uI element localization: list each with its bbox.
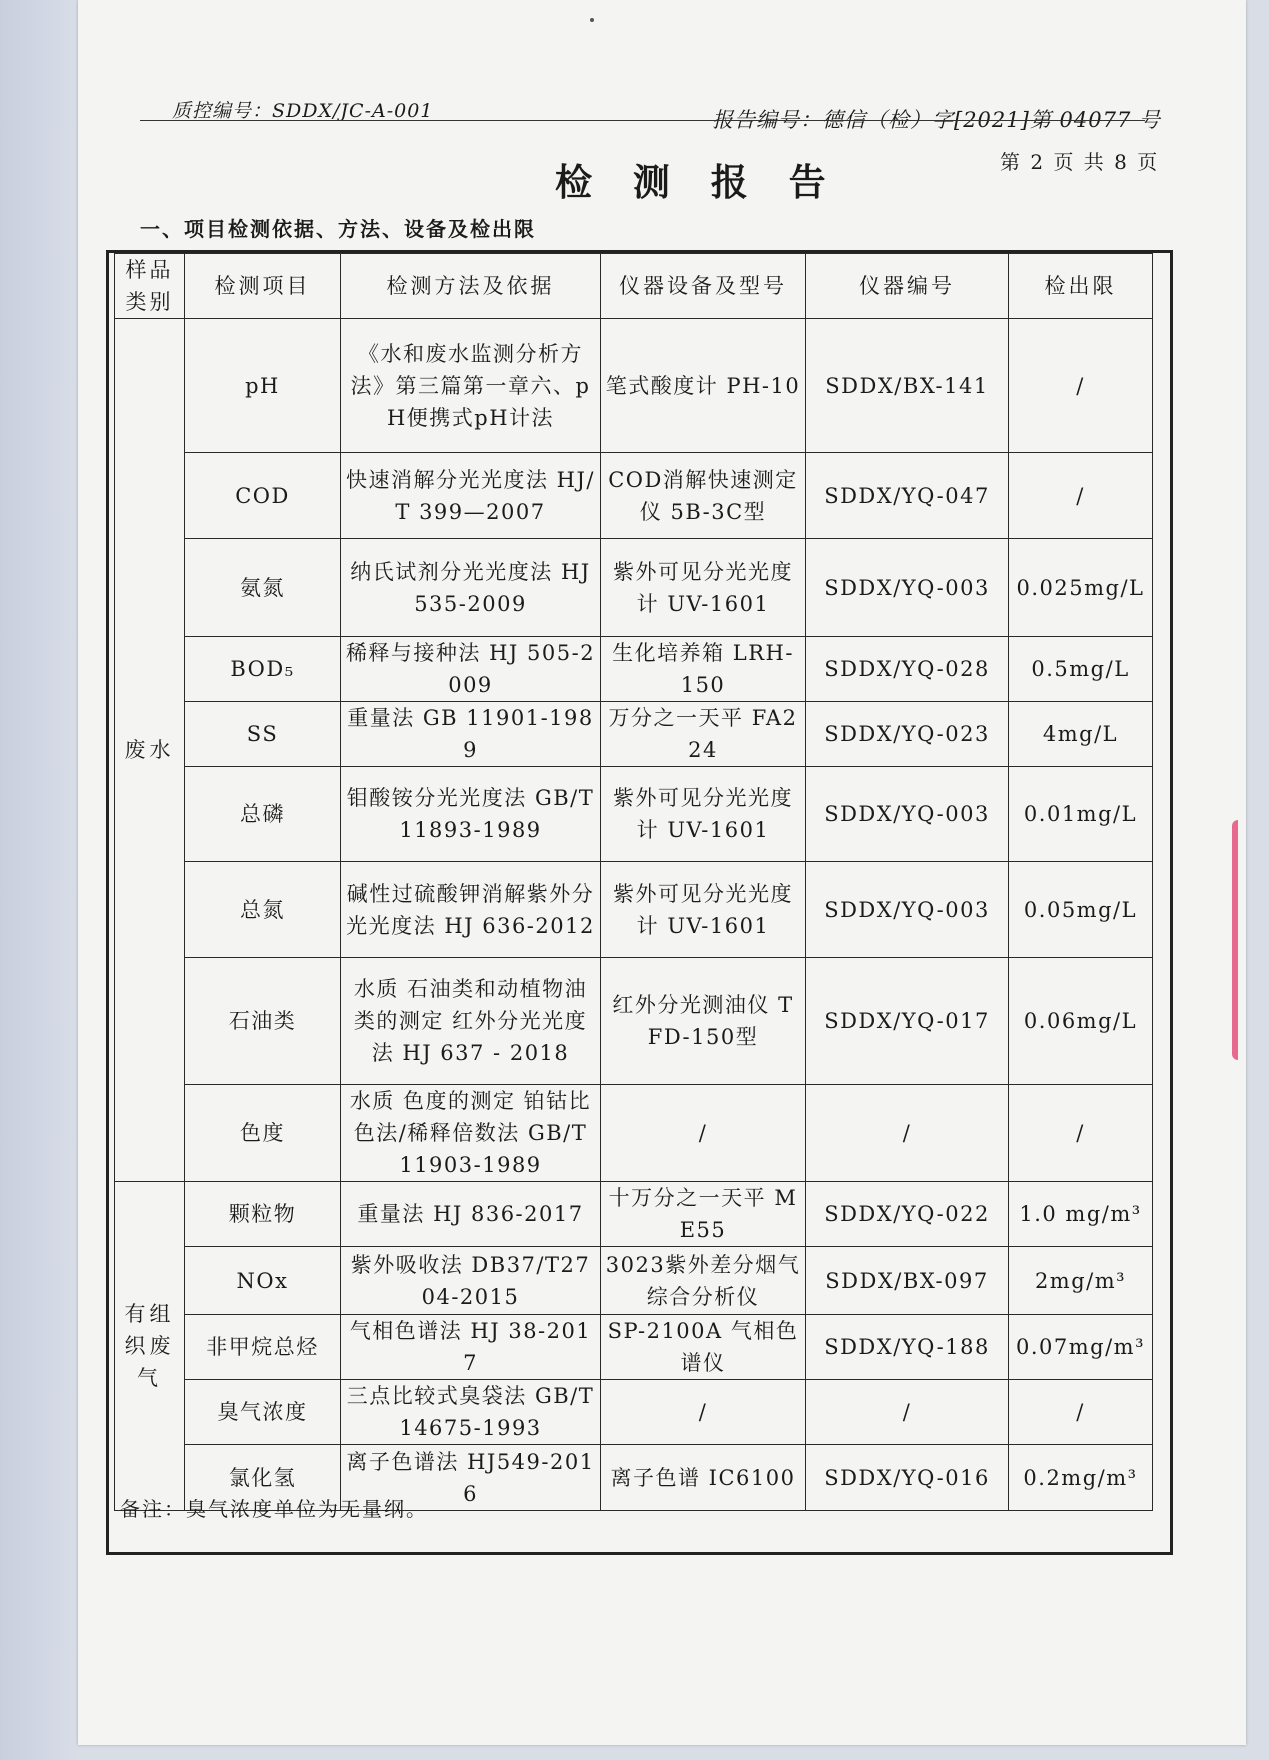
instrument-code: SDDX/BX-097 xyxy=(806,1247,1009,1315)
table-row xyxy=(115,767,1153,862)
table-row xyxy=(115,453,1153,539)
table-header-row xyxy=(115,254,1153,319)
detection-limit: / xyxy=(1009,1380,1153,1445)
page-number: 第 2 页 共 8 页 xyxy=(1000,150,1160,174)
header-divider xyxy=(140,120,1145,121)
test-item: 颗粒物 xyxy=(185,1182,341,1247)
instrument-code: SDDX/YQ-188 xyxy=(806,1315,1009,1380)
instrument-code: SDDX/YQ-023 xyxy=(806,702,1009,767)
table-row xyxy=(115,637,1153,702)
test-item: COD xyxy=(185,453,341,539)
test-method: 快速消解分光光度法 HJ/T 399—2007 xyxy=(341,453,601,539)
test-method: 紫外吸收法 DB37/T2704-2015 xyxy=(341,1247,601,1315)
test-method: 水质 石油类和动植物油类的测定 红外分光光度法 HJ 637 - 2018 xyxy=(341,958,601,1085)
table-row xyxy=(115,1182,1153,1247)
table-row xyxy=(115,958,1153,1085)
test-method: 水质 色度的测定 铂钴比色法/稀释倍数法 GB/T 11903-1989 xyxy=(341,1085,601,1182)
remark-note: 备注：臭气浓度单位为无量纲。 xyxy=(120,1497,428,1521)
table-row xyxy=(115,702,1153,767)
instrument-code: SDDX/YQ-016 xyxy=(806,1445,1009,1511)
report-number: 报告编号：德信（检）字[2021]第 04077 号 xyxy=(712,108,1161,132)
detection-limit: 0.5mg/L xyxy=(1009,637,1153,702)
instrument: / xyxy=(601,1085,806,1182)
sample-category: 有组织废气 xyxy=(115,1182,185,1511)
seal-stamp-edge xyxy=(1232,820,1269,1060)
instrument-code: / xyxy=(806,1380,1009,1445)
detection-limit: 0.025mg/L xyxy=(1009,539,1153,637)
header-cell: 仪器编号 xyxy=(806,254,1009,319)
table-row xyxy=(115,1315,1153,1380)
table-row xyxy=(115,539,1153,637)
section-title: 一、项目检测依据、方法、设备及检出限 xyxy=(140,217,536,241)
test-method: 稀释与接种法 HJ 505-2009 xyxy=(341,637,601,702)
method-table xyxy=(114,253,1153,1511)
instrument: / xyxy=(601,1380,806,1445)
instrument-code: SDDX/YQ-003 xyxy=(806,539,1009,637)
detection-limit: / xyxy=(1009,453,1153,539)
document-title: 检 测 报 告 xyxy=(555,160,840,204)
detection-limit: / xyxy=(1009,1085,1153,1182)
instrument: 十万分之一天平 ME55 xyxy=(601,1182,806,1247)
instrument: 生化培养箱 LRH-150 xyxy=(601,637,806,702)
instrument-code: SDDX/YQ-028 xyxy=(806,637,1009,702)
table-row xyxy=(115,1085,1153,1182)
test-item: 臭气浓度 xyxy=(185,1380,341,1445)
detection-limit: 0.01mg/L xyxy=(1009,767,1153,862)
instrument: 3023紫外差分烟气综合分析仪 xyxy=(601,1247,806,1315)
test-method: 重量法 GB 11901-1989 xyxy=(341,702,601,767)
instrument: 紫外可见分光光度计 UV-1601 xyxy=(601,862,806,958)
test-item: BOD₅ xyxy=(185,637,341,702)
instrument-code: SDDX/YQ-003 xyxy=(806,862,1009,958)
test-method: 三点比较式臭袋法 GB/T 14675-1993 xyxy=(341,1380,601,1445)
test-item: SS xyxy=(185,702,341,767)
detection-limit: 0.2mg/m³ xyxy=(1009,1445,1153,1511)
header-cell: 样品类别 xyxy=(115,254,185,319)
instrument: 紫外可见分光光度计 UV-1601 xyxy=(601,539,806,637)
qc-code: 质控编号：SDDX/JC-A-001 xyxy=(172,100,434,122)
test-method: 纳氏试剂分光光度法 HJ 535-2009 xyxy=(341,539,601,637)
test-item: pH xyxy=(185,319,341,453)
instrument: 离子色谱 IC6100 xyxy=(601,1445,806,1511)
instrument-code: SDDX/YQ-003 xyxy=(806,767,1009,862)
test-item: 氨氮 xyxy=(185,539,341,637)
test-item: 非甲烷总烃 xyxy=(185,1315,341,1380)
instrument-code: / xyxy=(806,1085,1009,1182)
test-method: 碱性过硫酸钾消解紫外分光光度法 HJ 636-2012 xyxy=(341,862,601,958)
test-item: NOx xyxy=(185,1247,341,1315)
test-item: 氯化氢 xyxy=(185,1445,341,1511)
header-cell: 仪器设备及型号 xyxy=(601,254,806,319)
test-item: 石油类 xyxy=(185,958,341,1085)
detection-limit: / xyxy=(1009,319,1153,453)
test-method: 钼酸铵分光光度法 GB/T 11893-1989 xyxy=(341,767,601,862)
instrument-code: SDDX/YQ-022 xyxy=(806,1182,1009,1247)
instrument: COD消解快速测定仪 5B-3C型 xyxy=(601,453,806,539)
table-row xyxy=(115,1380,1153,1445)
detection-limit: 4mg/L xyxy=(1009,702,1153,767)
detection-limit: 1.0 mg/m³ xyxy=(1009,1182,1153,1247)
instrument-code: SDDX/YQ-017 xyxy=(806,958,1009,1085)
test-method: 气相色谱法 HJ 38-2017 xyxy=(341,1315,601,1380)
test-item: 总氮 xyxy=(185,862,341,958)
instrument: 红外分光测油仪 TFD-150型 xyxy=(601,958,806,1085)
instrument-code: SDDX/BX-141 xyxy=(806,319,1009,453)
instrument: SP-2100A 气相色谱仪 xyxy=(601,1315,806,1380)
sample-category: 废水 xyxy=(115,319,185,1182)
test-method: 《水和废水监测分析方法》第三篇第一章六、pH便携式pH计法 xyxy=(341,319,601,453)
table-row xyxy=(115,1247,1153,1315)
detection-limit: 0.05mg/L xyxy=(1009,862,1153,958)
detection-limit: 0.07mg/m³ xyxy=(1009,1315,1153,1380)
table-row xyxy=(115,319,1153,453)
instrument-code: SDDX/YQ-047 xyxy=(806,453,1009,539)
table-row xyxy=(115,862,1153,958)
test-method: 重量法 HJ 836-2017 xyxy=(341,1182,601,1247)
instrument: 笔式酸度计 PH-10 xyxy=(601,319,806,453)
detection-limit: 0.06mg/L xyxy=(1009,958,1153,1085)
header-cell: 检测方法及依据 xyxy=(341,254,601,319)
instrument: 紫外可见分光光度计 UV-1601 xyxy=(601,767,806,862)
test-item: 色度 xyxy=(185,1085,341,1182)
header-cell: 检测项目 xyxy=(185,254,341,319)
test-item: 总磷 xyxy=(185,767,341,862)
scan-speck xyxy=(590,18,594,22)
header-cell: 检出限 xyxy=(1009,254,1153,319)
detection-limit: 2mg/m³ xyxy=(1009,1247,1153,1315)
test-method: 离子色谱法 HJ549-2016 xyxy=(341,1445,601,1511)
scan-margin xyxy=(0,0,78,1760)
instrument: 万分之一天平 FA224 xyxy=(601,702,806,767)
